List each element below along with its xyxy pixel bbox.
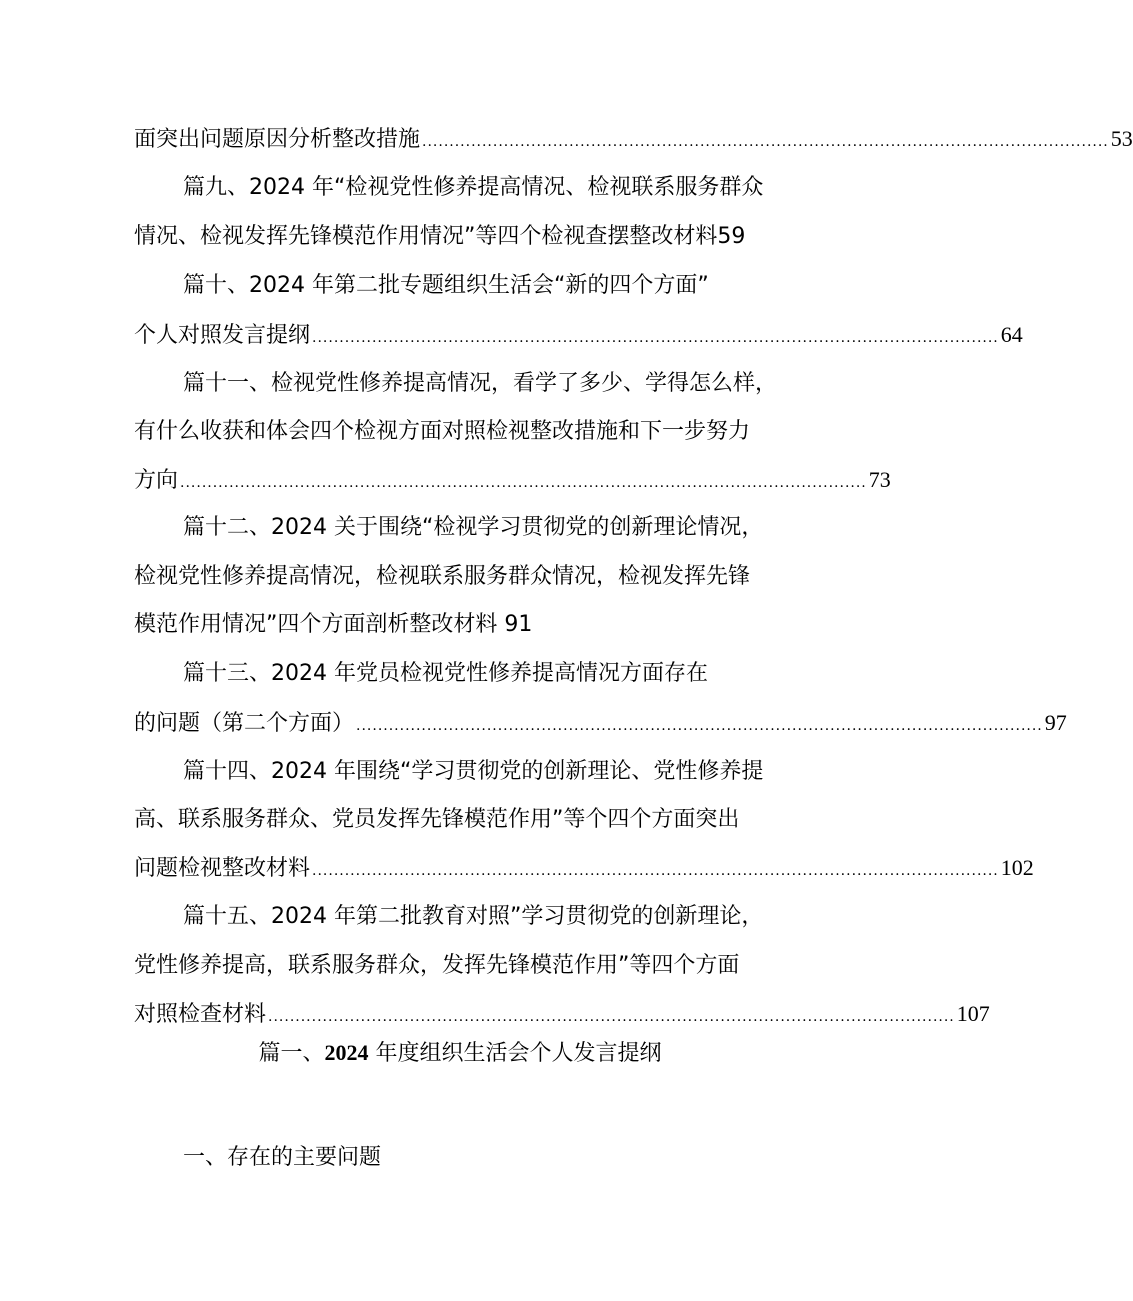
toc-entry-text: 问题检视整改材料 [134,856,311,881]
toc-entry-text: 对照检查材料 [134,1002,267,1027]
toc-entry-15-line-2: 党性修养提高，联系服务群众，发挥先锋模范作用”等四个方面 [134,953,740,978]
section-title-suffix: 年度组织生活会个人发言提纲 [368,1041,662,1066]
toc-entry-10-line-2 [134,318,1023,352]
toc-page-number: 102 [1000,855,1034,880]
toc-entry-text: 方向 [134,468,179,493]
section-title-year: 2024 [324,1040,369,1065]
toc-leader-dots: .............................................................................................................................. [356,718,1043,734]
toc-entry-9-line-2: 情况、检视发挥先锋模范作用情况”等四个检视查摆整改材料59 [134,224,746,249]
toc-entry-12-line-3: 模范作用情况”四个方面剖析整改材料 91 [134,612,533,637]
toc-page-number: 73 [868,467,891,492]
toc-entry-14-line-1: 篇十四、2024 年围绕“学习贯彻党的创新理论、党性修养提 [183,759,764,784]
toc-entry-12-line-2: 检视党性修养提高情况，检视联系服务群众情况，检视发挥先锋 [134,564,751,589]
section-title-prefix: 篇一、 [258,1041,325,1066]
toc-entry-11-line-3 [134,463,891,497]
toc-entry-14-line-3 [134,851,1034,885]
toc-entry-15-line-3 [134,997,990,1031]
toc-leader-dots: .............................................................................................................................. [312,330,999,346]
toc-entry-12-line-1: 篇十二、2024 关于围绕“检视学习贯彻党的创新理论情况， [183,515,764,540]
toc-entry-15-line-1: 篇十五、2024 年第二批教育对照”学习贯彻党的创新理论， [183,904,764,929]
section-heading: 一、存在的主要问题 [183,1145,382,1170]
toc-entry-9-line-1: 篇九、2024 年“检视党性修养提高情况、检视联系服务群众 [183,175,764,200]
toc-leader-dots: .............................................................................................................................. [422,134,1109,150]
toc-leader-dots: .............................................................................................................................. [268,1009,955,1025]
toc-entry-14-line-2: 高、联系服务群众、党员发挥先锋模范作用”等个四个方面突出 [134,807,740,832]
toc-entry-10-line-1: 篇十、2024 年第二批专题组织生活会“新的四个方面” [183,273,709,298]
toc-entry-11-line-1: 篇十一、检视党性修养提高情况，看学了多少、学得怎么样， [183,371,778,396]
toc-page-number: 64 [1000,322,1023,347]
section-title [0,1036,920,1071]
toc-entry-13-line-2 [134,706,1067,740]
toc-page-number: 97 [1044,710,1067,735]
toc-leader-dots: .............................................................................................................................. [312,863,999,879]
toc-leader-dots: .............................................................................................................................. [180,475,867,491]
toc-entry-8-tail [134,122,1133,156]
toc-page-number: 107 [956,1001,990,1026]
toc-entry-text: 个人对照发言提纲 [134,323,311,348]
toc-entry-text: 面突出问题原因分析整改措施 [134,127,421,152]
toc-page-number: 53 [1110,126,1133,151]
toc-entry-11-line-2: 有什么收获和体会四个检视方面对照检视整改措施和下一步努力 [134,419,751,444]
toc-entry-text: 的问题（第二个方面） [134,711,355,736]
toc-entry-13-line-1: 篇十三、2024 年党员检视党性修养提高情况方面存在 [183,661,708,686]
